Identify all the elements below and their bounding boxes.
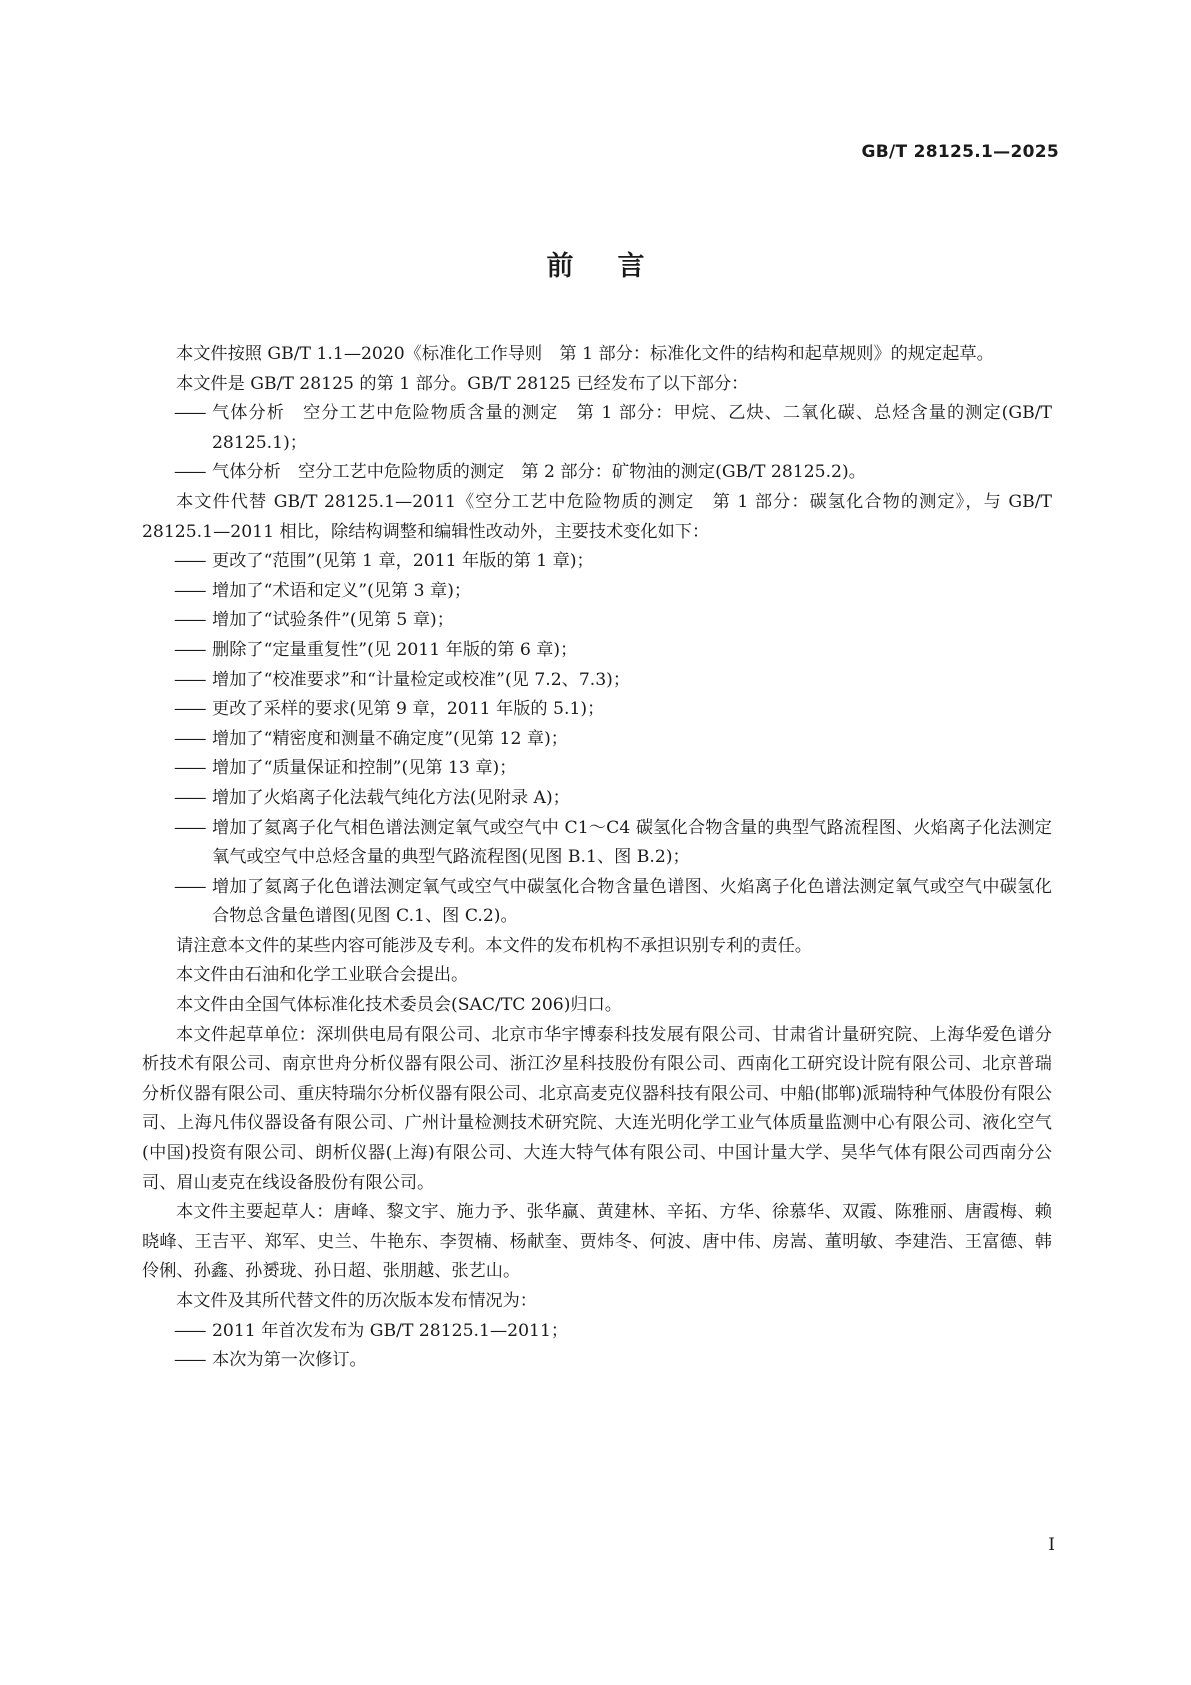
list-item: —— 更改了“范围”(见第 1 章，2011 年版的第 1 章)； [142,547,1052,577]
list-item: —— 气体分析 空分工艺中危险物质含量的测定 第 1 部分：甲烷、乙炔、二氧化碳、总烃含量的测定(GB/T 28125.1)； [142,399,1052,458]
paragraph: 本文件起草单位：深圳供电局有限公司、北京市华宇博泰科技发展有限公司、甘肃省计量研究院、上海华爱色谱分析技术有限公司、南京世舟分析仪器有限公司、浙江汐星科技股份有限公司、西南化工研究设计院有限公司、北京普瑞分析仪器有限公司、重庆特瑞尔分析仪器有限公司、北京高麦克仪器科技有限公司、中船(邯郸)派瑞特种气体股份有限公司、上海凡伟仪器设备有限公司、广州计量检测技术研究院、大连光明化学工业气体质量监测中心有限公司、液化空气(中国)投资有限公司、朗析仪器(上海)有限公司、大连大特气体有限公司、中国计量大学、昊华气体有限公司西南分公司、眉山麦克在线设备股份有限公司。 [142,1024,1052,1193]
paragraph: 本文件是 GB/T 28125 的第 1 部分。GB/T 28125 已经发布了以下部分： [176,373,749,394]
list-item: —— 增加了氦离子化气相色谱法测定氧气或空气中 C1～C4 碳氢化合物含量的典型气路流程图、火焰离子化法测定氧气或空气中总烃含量的典型气路流程图(见图 B.1、图 B.2)； [142,814,1052,873]
paragraph: 本文件按照 GB/T 1.1—2020《标准化工作导则 第 1 部分：标准化文件的结构和起草规则》的规定起草。 [176,344,994,364]
list-item: —— 增加了“校准要求”和“计量检定或校准”(见 7.2、7.3)； [142,666,1052,696]
list-item: —— 增加了“术语和定义”(见第 3 章)； [142,577,1052,607]
list-item: —— 增加了火焰离子化法载气纯化方法(见附录 A)； [142,784,1052,814]
list-item: —— 增加了“质量保证和控制”(见第 13 章)； [142,754,1052,784]
list-item: —— 增加了“精密度和测量不确定度”(见第 12 章)； [142,725,1052,755]
list-item: —— 增加了氦离子化色谱法测定氧气或空气中碳氢化合物含量色谱图、火焰离子化色谱法测定氧气或空气中碳氢化合物总含量色谱图(见图 C.1、图 C.2)。 [142,873,1052,932]
paragraph: 本文件及其所代替文件的历次版本发布情况为： [176,1291,537,1311]
paragraph: 本文件由石油和化学工业联合会提出。 [176,965,469,986]
list-item: —— 更改了采样的要求(见第 9 章，2011 年版的 5.1)； [142,695,1052,725]
list-item: —— 增加了“试验条件”(见第 5 章)； [142,606,1052,636]
list-item: —— 本次为第一次修订。 [142,1346,1052,1376]
paragraph: 本文件主要起草人：唐峰、黎文宇、施力予、张华赢、黄建林、辛拓、方华、徐慕华、双霞、陈雅丽、唐霞梅、赖晓峰、王吉平、郑军、史兰、牛艳东、李贺楠、杨献奎、贾炜冬、何波、唐中伟、房嵩、董明敏、李建浩、王富德、韩伶俐、孙鑫、孙赟珑、孙日超、张朋越、张艺山。 [142,1202,1052,1282]
page-number: I [1048,1535,1055,1555]
paragraph: 请注意本文件的某些内容可能涉及专利。本文件的发布机构不承担识别专利的责任。 [176,935,812,956]
list-item: —— 气体分析 空分工艺中危险物质的测定 第 2 部分：矿物油的测定(GB/T 28125.2)。 [142,458,1052,488]
page-title: 前言 [546,251,689,282]
standard-code: GB/T 28125.1—2025 [861,142,1059,162]
paragraph: 本文件由全国气体标准化技术委员会(SAC/TC 206)归口。 [176,995,622,1016]
paragraph: 本文件代替 GB/T 28125.1—2011《空分工艺中危险物质的测定 第 1 部分：碳氢化合物的测定》，与 GB/T 28125.1—2011 相比，除结构调整和编辑性改动外，主要技术变化如下： [142,491,1052,542]
list-item: —— 2011 年首次发布为 GB/T 28125.1—2011； [142,1317,1052,1347]
list-item: —— 删除了“定量重复性”(见 2011 年版的第 6 章)； [142,636,1052,666]
foreword-body [142,340,1052,1376]
